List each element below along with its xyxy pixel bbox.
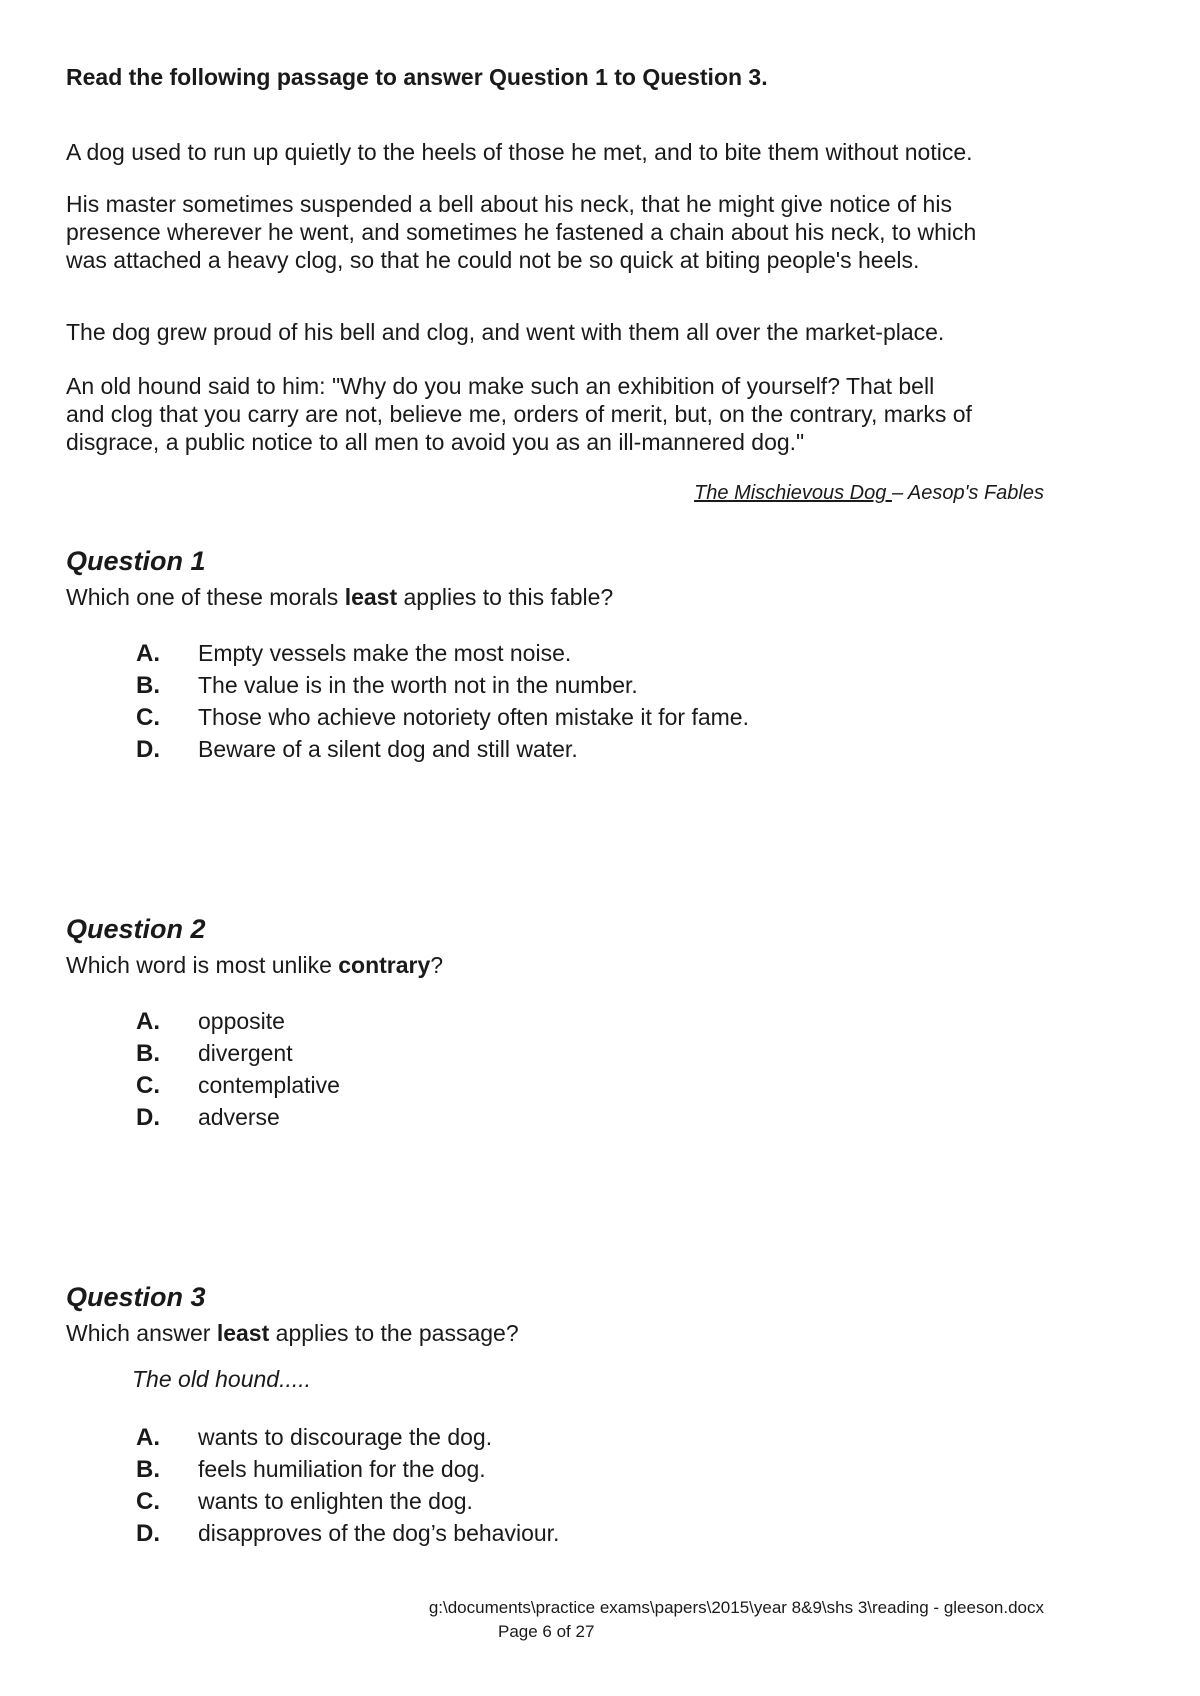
question-text-part: Which word is most unlike — [66, 952, 339, 978]
question-1-options — [136, 640, 749, 768]
option-letter: B. — [136, 672, 160, 699]
option-text: wants to enlighten the dog. — [198, 1488, 473, 1514]
passage-citation — [600, 482, 1044, 505]
question-3-heading: Question 3 — [66, 1282, 206, 1312]
answer-option-a[interactable] — [136, 1424, 559, 1456]
passage-line: disgrace, a public notice to all men to avoid you as an ill-mannered dog." — [66, 429, 805, 455]
option-letter: B. — [136, 1456, 160, 1483]
option-letter: B. — [136, 1040, 160, 1067]
option-letter: D. — [136, 1520, 160, 1547]
answer-option-b[interactable] — [136, 672, 749, 704]
answer-option-a[interactable] — [136, 1008, 340, 1040]
answer-option-d[interactable] — [136, 1520, 559, 1552]
question-text-part: applies to the passage? — [269, 1320, 519, 1346]
question-3-options — [136, 1424, 559, 1552]
option-letter: D. — [136, 1104, 160, 1131]
question-text-part: applies to this fable? — [397, 584, 614, 610]
option-letter: A. — [136, 640, 160, 667]
footer-file-path: g:\documents\practice exams\papers\2015\year 8&9\shs 3\reading - gleeson.docx — [428, 1598, 1044, 1617]
answer-option-c[interactable] — [136, 1488, 559, 1520]
question-2-heading: Question 2 — [66, 914, 206, 944]
passage-paragraph-4 — [66, 372, 1066, 456]
question-3-text — [66, 1320, 519, 1347]
option-text: Beware of a silent dog and still water. — [198, 736, 578, 762]
passage-line: presence wherever he went, and sometimes he fastened a chain about his neck, to which — [66, 219, 977, 245]
option-text: wants to discourage the dog. — [198, 1424, 493, 1450]
question-keyword: contrary — [338, 952, 431, 978]
option-text: feels humiliation for the dog. — [198, 1456, 486, 1482]
question-keyword: least — [344, 584, 398, 610]
option-letter: A. — [136, 1008, 160, 1035]
question-1-text — [66, 584, 613, 611]
option-text: The value is in the worth not in the number. — [198, 672, 638, 698]
question-text-part: Which one of these morals — [66, 584, 345, 610]
option-text: disapproves of the dog’s behaviour. — [198, 1520, 560, 1546]
option-letter: C. — [136, 1488, 160, 1515]
answer-option-c[interactable] — [136, 1072, 340, 1104]
answer-option-d[interactable] — [136, 736, 749, 768]
question-1-heading: Question 1 — [66, 546, 206, 576]
citation-source: – Aesop's Fables — [891, 482, 1044, 504]
option-text: Empty vessels make the most noise. — [198, 640, 572, 666]
option-letter: C. — [136, 1072, 160, 1099]
question-3-stem: The old hound..... — [132, 1366, 312, 1392]
option-letter: A. — [136, 1424, 160, 1451]
passage-line: His master sometimes suspended a bell about his neck, that he might give notice of his — [66, 191, 952, 217]
option-text: opposite — [198, 1008, 285, 1034]
passage-paragraph-1 — [66, 138, 1066, 166]
passage-line: A dog used to run up quietly to the heels of those he met, and to bite them without notice. — [66, 139, 973, 165]
passage-instruction: Read the following passage to answer Question 1 to Question 3. — [66, 64, 768, 90]
answer-option-b[interactable] — [136, 1040, 340, 1072]
question-keyword: least — [216, 1320, 270, 1346]
footer-page-number: Page 6 of 27 — [498, 1622, 595, 1641]
passage-line: and clog that you carry are not, believe me, orders of merit, but, on the contrary, marks of — [66, 401, 972, 427]
option-text: divergent — [198, 1040, 293, 1066]
passage-paragraph-3 — [66, 318, 1066, 346]
option-text: Those who achieve notoriety often mistake it for fame. — [198, 704, 749, 730]
answer-option-b[interactable] — [136, 1456, 559, 1488]
passage-line: The dog grew proud of his bell and clog, and went with them all over the market-place. — [66, 319, 945, 345]
passage-line: was attached a heavy clog, so that he could not be so quick at biting people's heels. — [66, 247, 920, 273]
answer-option-a[interactable] — [136, 640, 749, 672]
citation-title: The Mischievous Dog — [694, 482, 892, 504]
question-text-part: Which answer — [66, 1320, 217, 1346]
answer-option-c[interactable] — [136, 704, 749, 736]
passage-paragraph-2 — [66, 190, 1066, 274]
question-2-options — [136, 1008, 340, 1136]
answer-option-d[interactable] — [136, 1104, 340, 1136]
option-letter: C. — [136, 704, 160, 731]
question-2-text — [66, 952, 443, 979]
passage-line: An old hound said to him: "Why do you make such an exhibition of yourself? That bell — [66, 373, 935, 399]
option-text: contemplative — [198, 1072, 340, 1098]
option-text: adverse — [198, 1104, 280, 1130]
question-text-part: ? — [430, 952, 444, 978]
option-letter: D. — [136, 736, 160, 763]
